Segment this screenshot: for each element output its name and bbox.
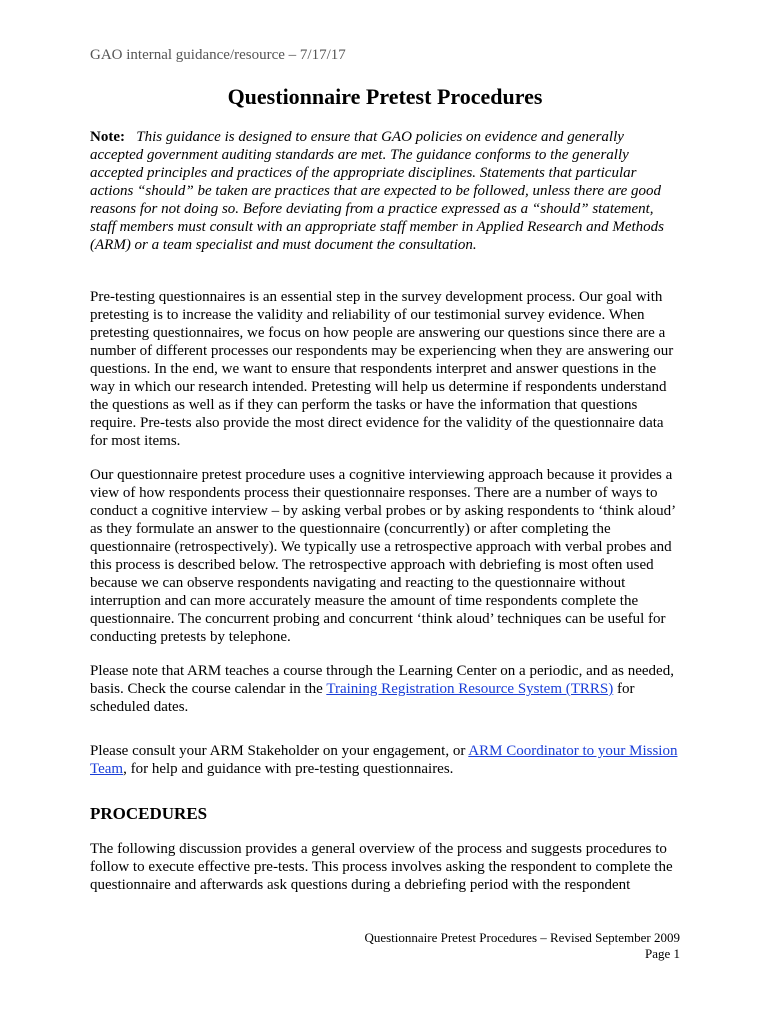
- footer-title: Questionnaire Pretest Procedures – Revised September 2009: [364, 930, 680, 945]
- paragraph-procedures-overview: The following discussion provides a general overview of the process and suggests procedures to follow to execute effective pre-tests. This process involves asking the respondent to complete the questionnaire and afterwards ask questions during a debriefing period with the respondent: [90, 841, 673, 893]
- course-info-text-end: for scheduled dates.: [90, 681, 635, 715]
- page-number: Page 1: [644, 946, 680, 961]
- note-body: This guidance is designed to ensure that GAO policies on evidence and generally accepted government auditing standards are met. The guidance conforms to the generally accepted principles and practices of the appropriate disciplines. Statements that particular actions “should” be taken are practices that are expected to be followed, unless there are good reasons for not doing so. Before deviating from a practice expressed as a “should” statement, staff members must consult with an appropriate staff member in Applied Research and Methods (ARM) or a team specialist and must document the consultation.: [90, 129, 664, 253]
- note-label: Note:: [90, 129, 125, 145]
- document-title: Questionnaire Pretest Procedures: [227, 84, 543, 109]
- course-info-text: Please note that ARM teaches a course through the Learning Center on a periodic, and as needed, basis. Check the course calendar in the: [90, 663, 674, 697]
- guidance-note: [90, 128, 680, 254]
- consult-text: Please consult your ARM Stakeholder on your engagement, or: [90, 743, 469, 759]
- paragraph-course-info: [90, 662, 682, 716]
- paragraph-consult: [90, 742, 682, 778]
- trrs-link[interactable]: Training Registration Resource System (TRRS): [326, 681, 614, 697]
- paragraph-cognitive-interviewing: Our questionnaire pretest procedure uses a cognitive interviewing approach because it provides a view of how respondents process their questionnaire responses. There are a number of ways to conduct a cognitive interview – by asking verbal probes or by asking respondents to ‘think aloud’ as they formulate an answer to the questionnaire (concurrently) or after completing the questionnaire (retrospectively). We typically use a retrospective approach with verbal probes and this process is described below. The retrospective approach with debriefing is most often used because we can observe respondents navigating and reacting to the questionnaire without interruption and can more accurately measure the amount of time respondents complete the questionnaire. The concurrent probing and concurrent ‘think aloud’ techniques can be useful for conducting pretests by telephone.: [90, 467, 675, 645]
- consult-text-end: , for help and guidance with pre-testing questionnaires.: [123, 761, 454, 777]
- arm-coordinator-link[interactable]: ARM Coordinator to your Mission Team: [90, 743, 678, 777]
- page-header: GAO internal guidance/resource – 7/17/17: [90, 47, 346, 63]
- section-heading-procedures: PROCEDURES: [90, 804, 208, 823]
- page-footer: [364, 930, 680, 962]
- paragraph-pretesting-purpose: Pre-testing questionnaires is an essential step in the survey development process. Our goal with pretesting is to increase the validity and reliability of our testimonial survey evidence. When pretesting questionnaires, we focus on how people are answering our questions since there are a number of different processes our respondents may be experiencing when they are answering our questions. In the end, we want to ensure that respondents interpret and answer questions in the way in which our research intended. Pretesting will help us determine if respondents understand the questions as well as if they can perform the tasks or have the information that questions require. Pre-tests also provide the most direct evidence for the validity of the questionnaire data for most items.: [90, 289, 674, 449]
